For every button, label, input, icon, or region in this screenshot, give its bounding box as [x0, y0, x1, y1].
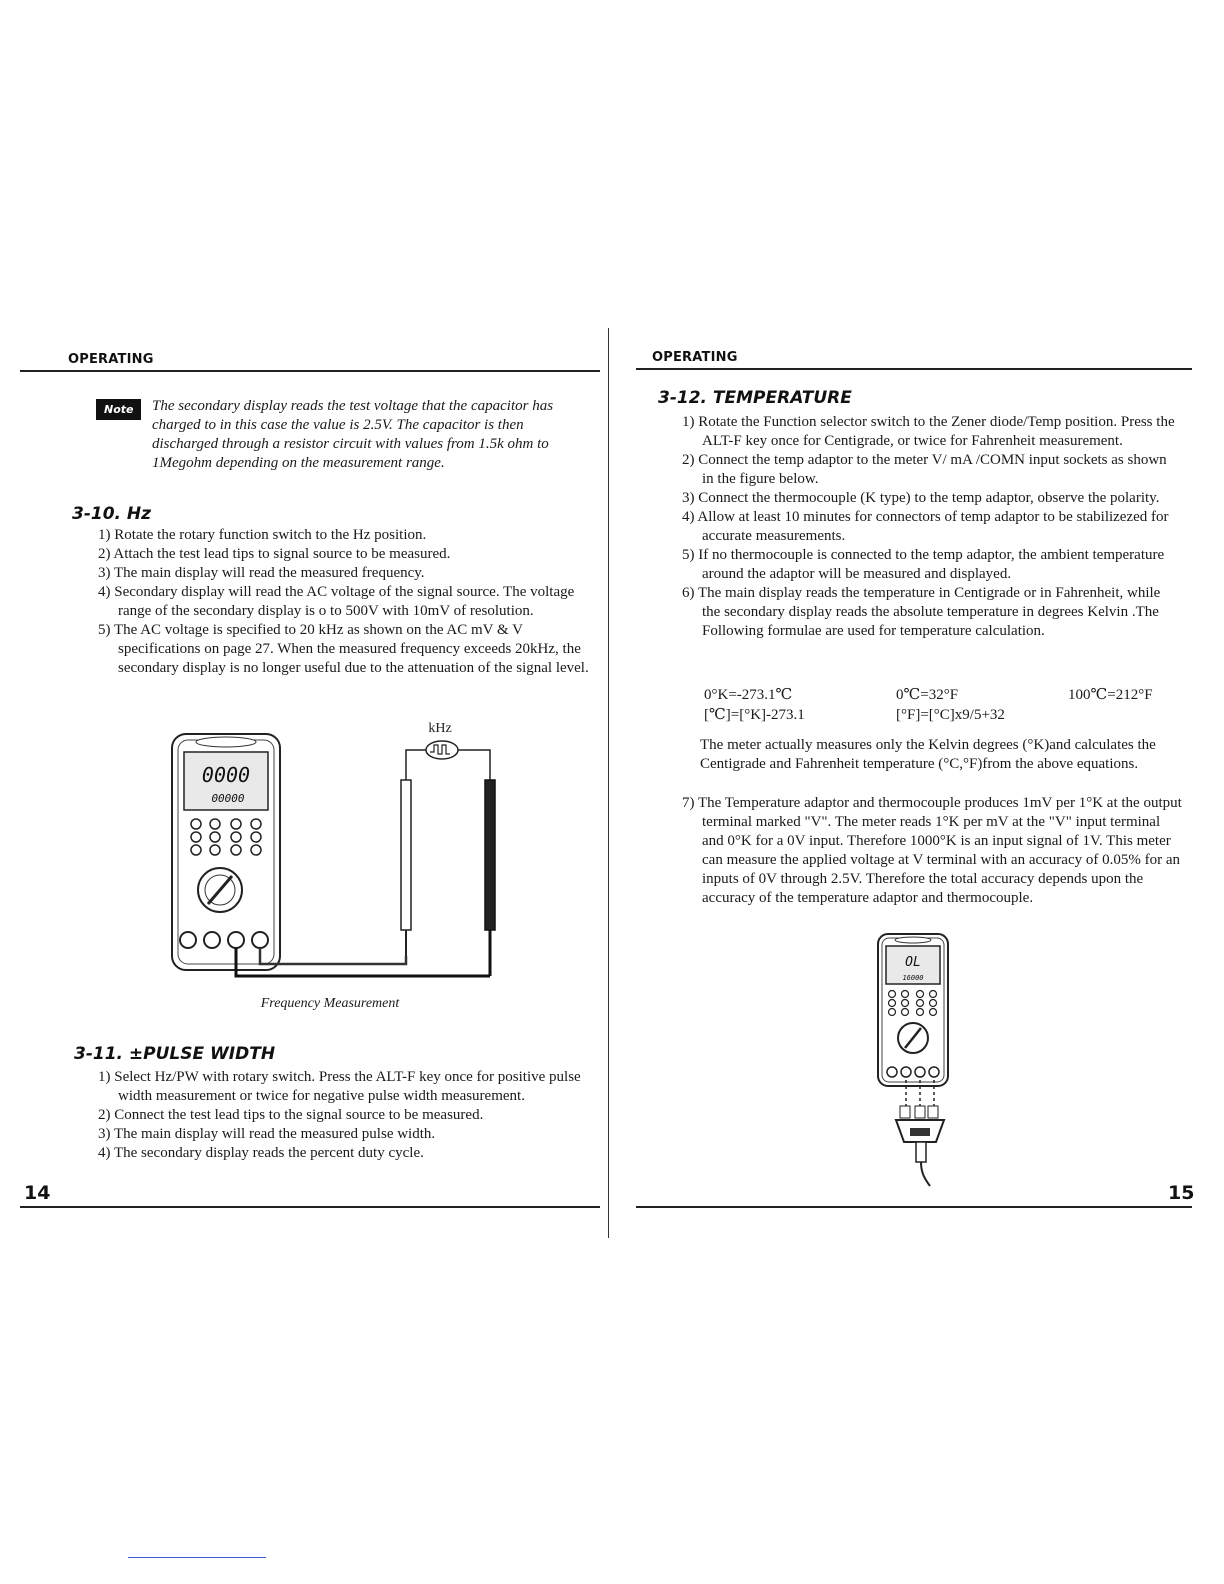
note-block [96, 397, 592, 473]
thermocouple-wire-icon [921, 1162, 930, 1186]
hz-step-4: 4) Secondary display will read the AC voltage of the signal source. The voltage range of the secondary display is o to 500V with 10mV of resolution. [98, 584, 575, 619]
temp-adaptor-icon [896, 1106, 944, 1162]
frequency-measurement-figure [160, 718, 520, 988]
pw-step-1: 1) Select Hz/PW with rotary switch. Press the ALT-F key once for positive pulse width measurement or twice for negative pulse width measurement. [98, 1069, 581, 1104]
temperature-steps [682, 413, 1182, 641]
left-footer-rule [20, 1206, 600, 1208]
formula-celsius-zero: 0℃=32°F [896, 687, 959, 703]
hz-step-3: 3) The main display will read the measured frequency. [98, 565, 425, 581]
kelvin-explanation: The meter actually measures only the Kelvin degrees (°K)and calculates the Centigrade and Fahrenheit temperature (°C,°F)from the above equations. [700, 737, 1156, 772]
pw-step-3: 3) The main display will read the measured pulse width. [98, 1126, 436, 1142]
hz-steps [98, 526, 598, 678]
hz-step-2: 2) Attach the test lead tips to signal source to be measured. [98, 546, 451, 562]
temp-step-7: 7) The Temperature adaptor and thermocouple produces 1mV per 1°K at the output terminal marked "V". The meter reads 1°K per mV at the "V" input terminal and 0°K for a 0V input. Therefore 1000°K is an input signal of 1V. This meter can measure the applied voltage at V terminal with an accuracy of 0.05% for an inputs of 0V through 2.5V. Therefore the total accuracy depends upon the accuracy of the temperature adaptor and thermocouple. [682, 795, 1182, 906]
temp-step-5: 5) If no thermocouple is connected to the temp adaptor, the ambient temperature around the adaptor will be measured and displayed. [682, 547, 1165, 582]
temp-meter-main-readout: OL [905, 955, 921, 970]
note-text: The secondary display reads the test voltage that the capacitor has charged to in this case the value is 2.5V. The capacitor is then discharged through a resistor circuit with values from 1.5k ohm to 1Megohm depending on the measurement range. [152, 398, 554, 471]
bottom-blue-line [128, 1557, 266, 1558]
temp-step-1: 1) Rotate the Function selector switch to the Zener diode/Temp position. Press the ALT-F key once for Centigrade, or twice for Fahrenheit measurement. [682, 414, 1175, 449]
hz-step-1: 1) Rotate the rotary function switch to the Hz position. [98, 527, 427, 543]
temp-step-3: 3) Connect the thermocouple (K type) to the temp adaptor, observe the polarity. [682, 490, 1160, 506]
pw-step-4: 4) The secondary display reads the percent duty cycle. [98, 1145, 424, 1161]
hz-step-5: 5) The AC voltage is specified to 20 kHz as shown on the AC mV & V specifications on page 27. When the measured frequency exceeds 20kHz, the secondary display is no longer useful due to the attenuation of the signal level. [98, 622, 589, 676]
temp-step-4: 4) Allow at least 10 minutes for connectors of temp adaptor to be stabilizezed for accurate measurements. [682, 509, 1169, 544]
temp-step-2: 2) Connect the temp adaptor to the meter V/ mA /COMN input sockets as shown in the figure below. [682, 452, 1167, 487]
temp-meter-sub-readout: 16000 [902, 974, 924, 982]
left-page-number: 14 [24, 1182, 51, 1204]
section-title-temperature: 3-12. TEMPERATURE [658, 388, 852, 408]
meter-main-readout: 0000 [201, 763, 251, 787]
section-title-pulse-width: 3-11. ±PULSE WIDTH [74, 1044, 276, 1064]
pulse-width-steps [98, 1068, 598, 1163]
right-header-rule [636, 368, 1192, 370]
right-header: OPERATING [652, 350, 738, 365]
formula-celsius-from-kelvin: [℃]=[°K]-273.1 [704, 707, 805, 723]
formula-fahrenheit: [°F]=[°C]x9/5+32 [896, 707, 1005, 723]
meter-sub-readout: 00000 [211, 792, 245, 805]
right-footer-rule [636, 1206, 1192, 1208]
formula-celsius-hundred: 100℃=212°F [1068, 687, 1153, 703]
figure-caption: Frequency Measurement [260, 996, 400, 1011]
right-page-number: 15 [1168, 1182, 1195, 1204]
pw-step-2: 2) Connect the test lead tips to the signal source to be measured. [98, 1107, 484, 1123]
note-badge: Note [96, 399, 141, 420]
formula-kelvin-zero: 0°K=-273.1℃ [704, 687, 793, 703]
temperature-step-7-list [682, 794, 1182, 908]
left-header-rule [20, 370, 600, 372]
section-title-hz: 3-10. Hz [72, 504, 152, 524]
source-label: kHz [428, 721, 452, 736]
temp-step-6: 6) The main display reads the temperature in Centigrade or in Fahrenheit, while the secondary display reads the absolute temperature in degrees Kelvin .The Following formulae are used for temperature calculation. [682, 585, 1161, 639]
test-probe-red [260, 764, 411, 964]
temperature-meter-figure [870, 930, 960, 1190]
page-divider [608, 328, 609, 1238]
left-header: OPERATING [68, 352, 154, 367]
